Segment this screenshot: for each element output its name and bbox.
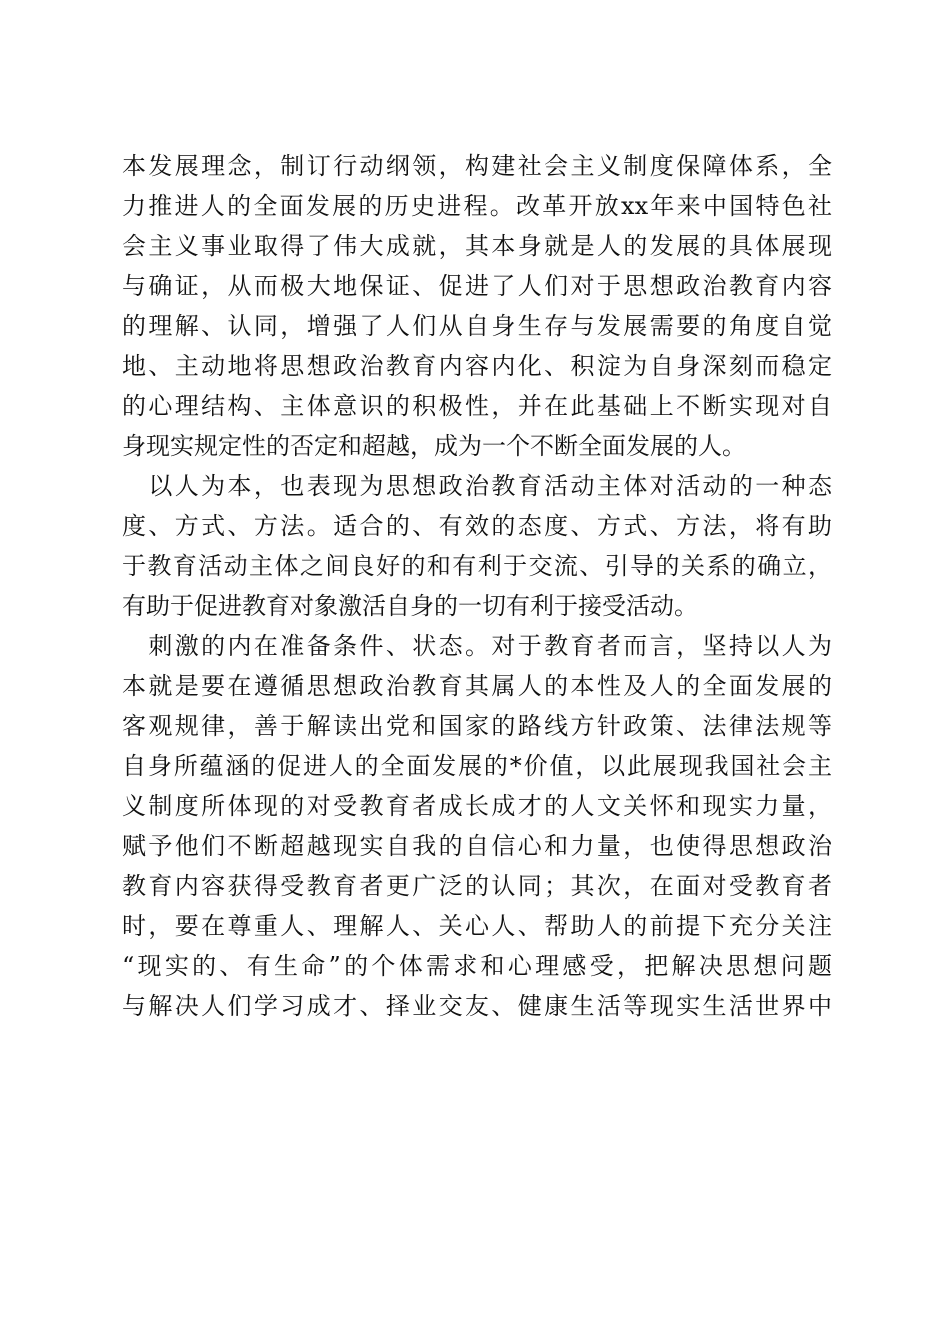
text-line: 本就是要在遵循思想政治教育其属人的本性及人的全面发展的	[122, 672, 832, 700]
text-line: 的心理结构、主体意识的积极性，并在此基础上不断实现对自	[122, 392, 832, 420]
paragraph-1	[122, 146, 832, 466]
paragraph-2	[122, 466, 832, 626]
text-line: 与确证，从而极大地保证、促进了人们对于思想政治教育内容	[122, 272, 832, 300]
text-line: 时，要在尊重人、理解人、关心人、帮助人的前提下充分关注	[122, 912, 832, 940]
text-line: 教育内容获得受教育者更广泛的认同；其次，在面对受教育者	[122, 872, 832, 900]
paragraph-3	[122, 626, 832, 1026]
text-line: 的理解、认同，增强了人们从自身生存与发展需要的角度自觉	[122, 312, 832, 340]
text-line: 客观规律，善于解读出党和国家的路线方针政策、法律法规等	[122, 712, 832, 740]
text-line: 赋予他们不断超越现实自我的自信心和力量，也使得思想政治	[122, 832, 832, 860]
text-line: 度、方式、方法。适合的、有效的态度、方式、方法，将有助	[122, 512, 832, 540]
text-line: 身现实规定性的否定和超越，成为一个不断全面发展的人。	[122, 432, 746, 460]
text-line: 于教育活动主体之间良好的和有利于交流、引导的关系的确立，	[122, 552, 832, 580]
text-line: 自身所蕴涵的促进人的全面发展的*价值，以此展现我国社会主	[122, 752, 832, 780]
text-line: 与解决人们学习成才、择业交友、健康生活等现实生活世界中	[122, 992, 832, 1020]
text-line: 义制度所体现的对受教育者成长成才的人文关怀和现实力量，	[122, 792, 832, 820]
document-body	[122, 146, 832, 1026]
text-line: 刺激的内在准备条件、状态。对于教育者而言，坚持以人为	[122, 632, 832, 660]
text-line: “现实的、有生命”的个体需求和心理感受，把解决思想问题	[122, 952, 832, 980]
text-line: 力推进人的全面发展的历史进程。改革开放xx年来中国特色社	[122, 192, 832, 220]
text-line: 会主义事业取得了伟大成就，其本身就是人的发展的具体展现	[122, 232, 832, 260]
text-line: 本发展理念，制订行动纲领，构建社会主义制度保障体系，全	[122, 152, 832, 180]
text-line: 有助于促进教育对象激活自身的一切有利于接受活动。	[122, 592, 698, 620]
text-line: 地、主动地将思想政治教育内容内化、积淀为自身深刻而稳定	[122, 352, 832, 380]
text-line: 以人为本，也表现为思想政治教育活动主体对活动的一种态	[122, 472, 832, 500]
